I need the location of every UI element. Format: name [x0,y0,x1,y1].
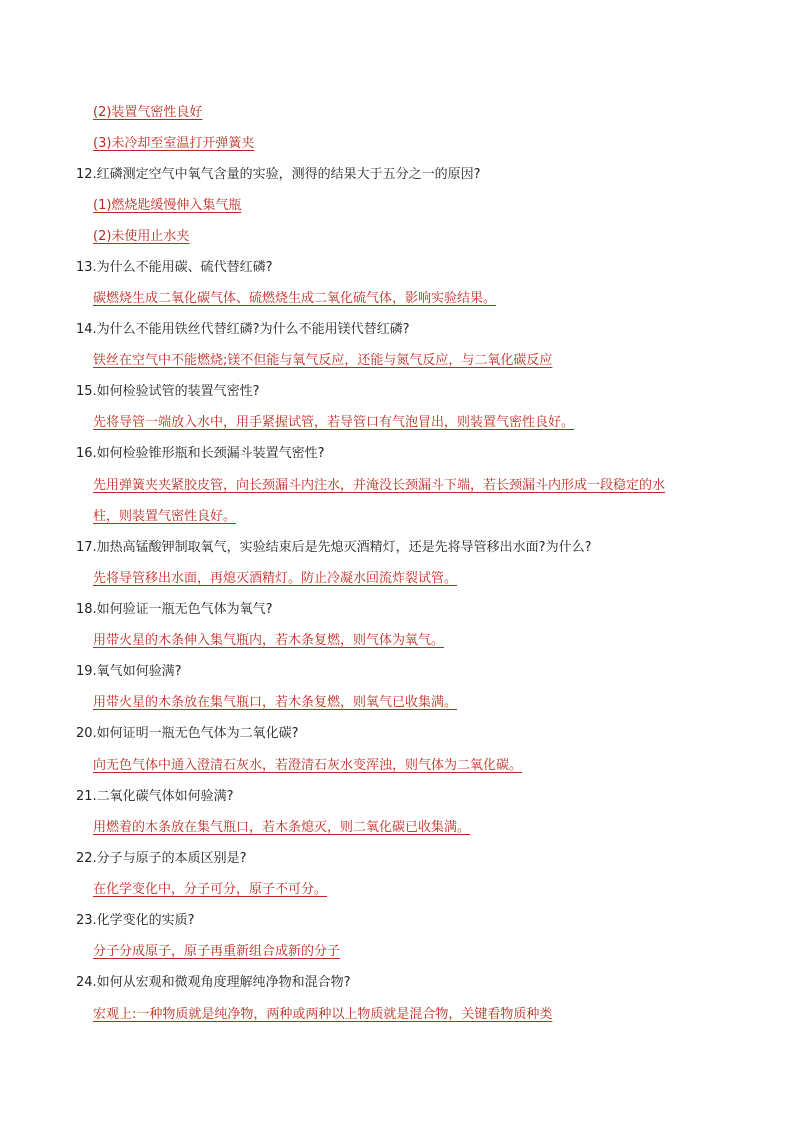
answer-line: 柱，则装置气密性良好。 [93,509,237,524]
answer-line: (2)未使用止水夹 [93,229,190,244]
answer-line: 宏观上:一种物质就是纯净物，两种或两种以上物质就是混合物，关键看物质种类 [93,1007,553,1022]
question-line: 12.红磷测定空气中氧气含量的实验，测得的结果大于五分之一的原因? [76,167,481,182]
answer-line: (2)装置气密性良好 [93,105,203,120]
question-line: 13.为什么不能用碳、硫代替红磷? [76,260,273,275]
question-line: 19.氧气如何验满? [76,664,182,679]
question-line: 15.如何检验试管的装置气密性? [76,384,260,399]
answer-line: 用带火星的木条伸入集气瓶内，若木条复燃，则气体为氧气。 [93,633,445,648]
question-line: 22.分子与原子的本质区别是? [76,851,247,866]
question-line: 20.如何证明一瓶无色气体为二氧化碳? [76,726,299,741]
answer-line: 先将导管移出水面，再熄灭酒精灯。防止冷凝水回流炸裂试管。 [93,571,458,586]
question-line: 21.二氧化碳气体如何验满? [76,789,234,804]
question-line: 14.为什么不能用铁丝代替红磷?为什么不能用镁代替红磷? [76,322,410,337]
question-line: 17.加热高锰酸钾制取氧气，实验结束后是先熄灭酒精灯，还是先将导管移出水面?为什么? [76,540,592,555]
answer-line: (1)燃烧匙缓慢伸入集气瓶 [93,198,242,213]
answer-line: 先用弹簧夹夹紧胶皮管，向长颈漏斗内注水，并淹没长颈漏斗下端，若长颈漏斗内形成一段稳定的水 [93,478,666,493]
answer-line: (3)未冷却至室温打开弹簧夹 [93,136,255,151]
answer-line: 分子分成原子，原子再重新组合成新的分子 [93,944,341,959]
question-line: 24.如何从宏观和微观角度理解纯净物和混合物? [76,975,351,990]
answer-line: 在化学变化中，分子可分，原子不可分。 [93,882,328,897]
answer-line: 先将导管一端放入水中，用手紧握试管，若导管口有气泡冒出，则装置气密性良好。 [93,415,575,430]
answer-line: 用带火星的木条放在集气瓶口，若木条复燃，则氧气已收集满。 [93,695,458,710]
question-line: 23.化学变化的实质? [76,913,195,928]
answer-line: 向无色气体中通入澄清石灰水，若澄清石灰水变浑浊，则气体为二氧化碳。 [93,758,523,773]
answer-line: 用燃着的木条放在集气瓶口，若木条熄灭，则二氧化碳已收集满。 [93,820,471,835]
answer-line: 碳燃烧生成二氧化碳气体、硫燃烧生成二氧化硫气体，影响实验结果。 [93,291,497,306]
answer-line: 铁丝在空气中不能燃烧;镁不但能与氧气反应，还能与氮气反应，与二氧化碳反应 [93,353,553,368]
question-line: 16.如何检验锥形瓶和长颈漏斗装置气密性? [76,446,325,461]
question-line: 18.如何验证一瓶无色气体为氧气? [76,602,273,617]
